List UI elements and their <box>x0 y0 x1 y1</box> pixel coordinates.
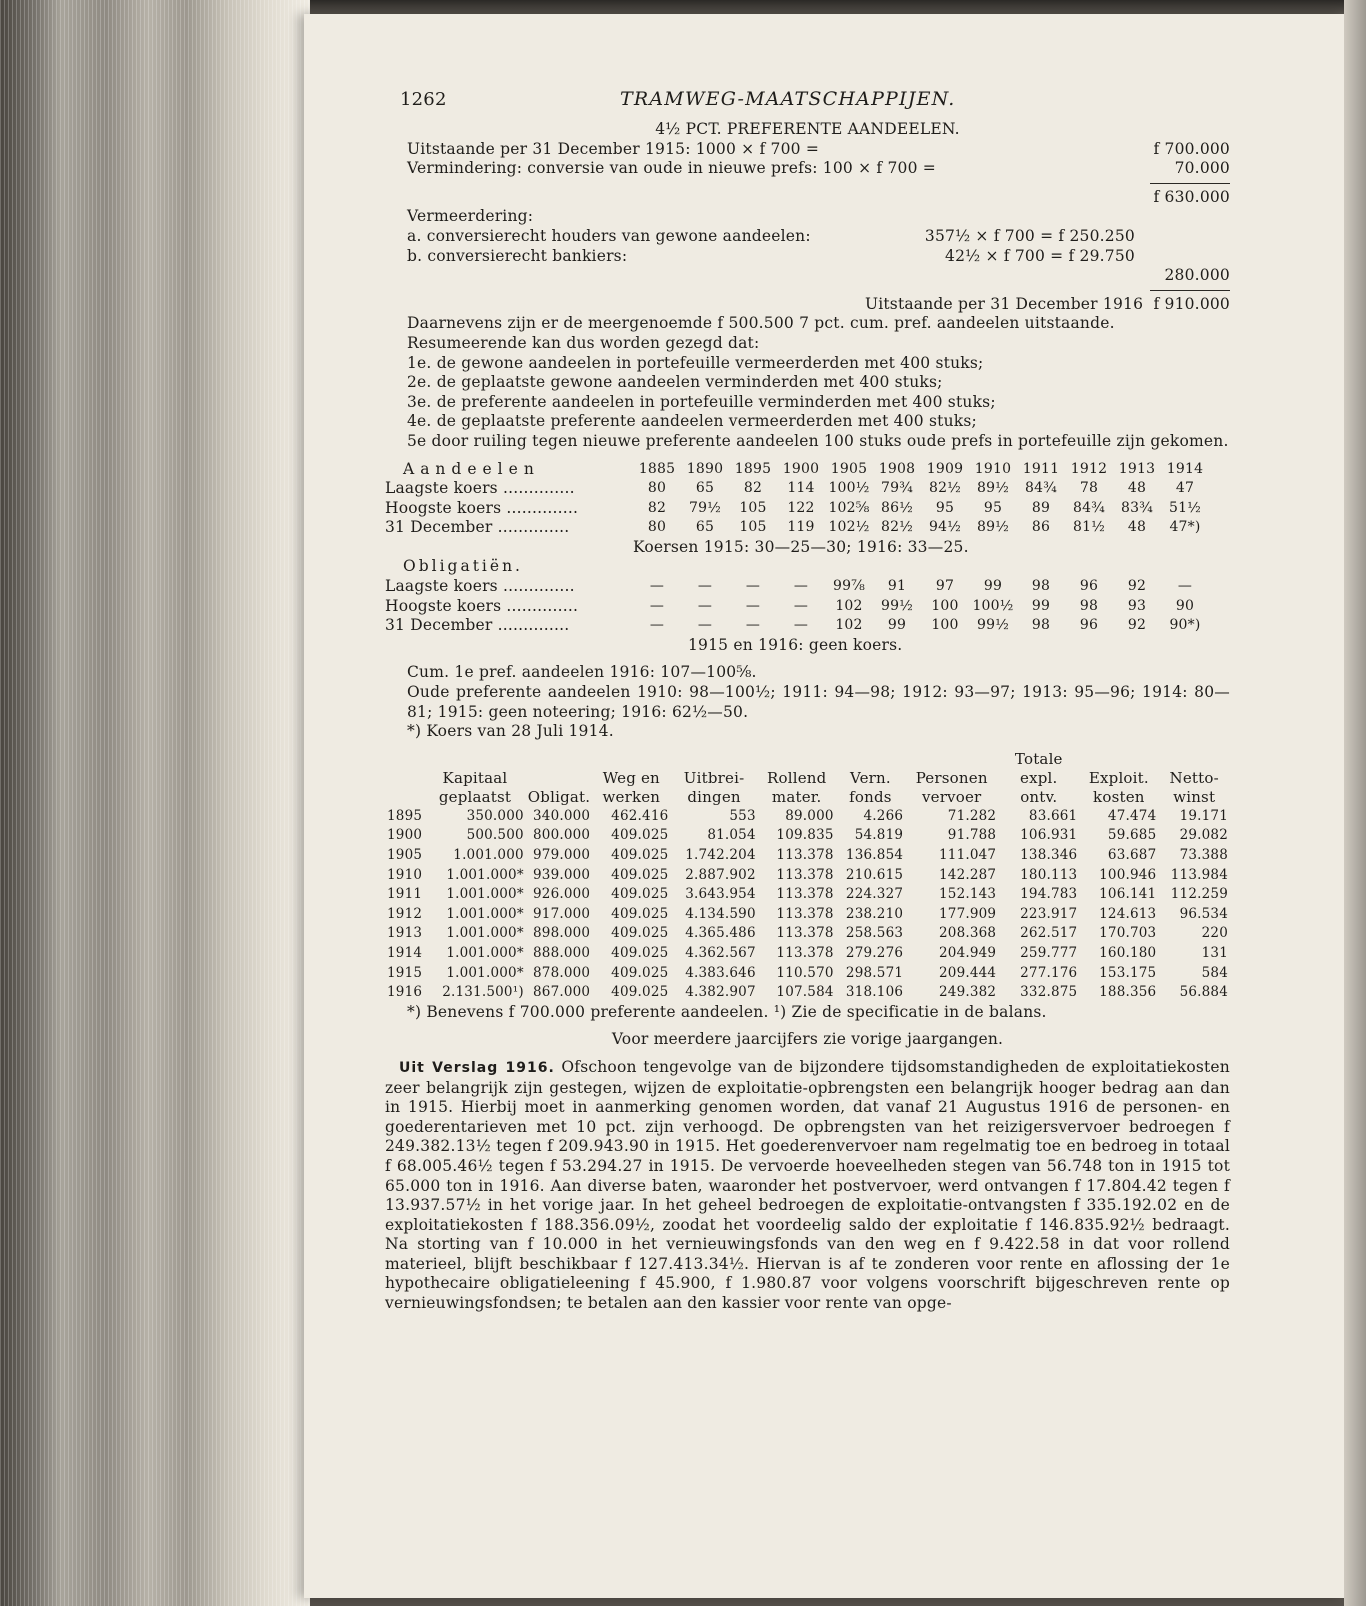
table-row: Hoogste koers .............. 82 79½ 105 122 102⅝ 86½ 95 95 89 84¾ 83¾ 51½ <box>385 498 1201 517</box>
vermeerdering-label: Vermeerdering: <box>407 207 534 226</box>
table-row: 1913 1.001.000* 898.000 409.025 4.365.486 113.378 258.563 208.368 262.517 170.703 220 <box>387 925 1228 942</box>
fin-footnote: *) Benevens f 700.000 preferente aandeelen. ¹) Zie de specificatie in de balans. <box>407 1002 1047 1021</box>
koers-table <box>385 460 1209 656</box>
table-row: 1911 1.001.000* 926.000 409.025 3.643.954 113.378 224.327 152.143 194.783 106.141 112.259 <box>387 886 1228 903</box>
table-row: 1905 1.001.000 979.000 409.025 1.742.204 113.378 136.854 111.047 138.346 63.687 73.388 <box>387 847 1228 863</box>
prefs-line-2: Vermindering: conversie van oude in nieuwe prefs: 100 × f 700 = 70.000 <box>407 159 1230 178</box>
prefs-line-b-total: 280.000 <box>1164 266 1230 285</box>
verslag-paragraph <box>385 1058 1230 1314</box>
table-row: 1915 1.001.000* 878.000 409.025 4.383.646 110.570 298.571 209.444 277.176 153.175 584 <box>387 964 1228 981</box>
table-row: 31 December .............. — — — — 102 99 100 99½ 98 96 92 90*) <box>385 616 1201 635</box>
oude-pref-line: Oude preferente aandeelen 1910: 98—100½; 1911: 94—98; 1912: 93—97; 1913: 95—96; 1914: 80—81; 1915: geen noteering; 1916: 62½—50. <box>407 683 1230 721</box>
fin-header-row: Kapitaal geplaatst Obligat. Weg en werken Uitbrei- dingen Rollend mater. Vern. fonds Personen vervoer Totale expl. ontv. Exploit. kosten Netto- winst <box>438 749 1219 806</box>
point-4: 4e. de geplaatste preferente aandeelen vermeerderden met 400 stuks; <box>407 412 977 431</box>
obligatien-title-row: Obligatiën. <box>403 557 523 576</box>
koers-footnote: *) Koers van 28 Juli 1914. <box>407 722 614 741</box>
table-row: Laagste koers .............. — — — — 99⅞ 91 97 99 98 96 92 — <box>385 577 1193 596</box>
cum-pref-line: Cum. 1e pref. aandeelen 1916: 107—100⅝. <box>407 663 757 682</box>
rule <box>385 286 1230 295</box>
section-title: 4½ PCT. PREFERENTE AANDEELEN. <box>655 120 960 138</box>
table-row: 1900 500.500 800.000 409.025 81.054 109.835 54.819 91.788 106.931 59.685 29.082 <box>387 827 1228 844</box>
page-number: 1262 <box>400 89 447 110</box>
prefs-line-1: Uitstaande per 31 December 1915: 1000 × f 700 = f 700.000 <box>407 139 1230 158</box>
meerdere-jaarcijfers: Voor meerdere jaarcijfers zie vorige jaargangen. <box>611 1030 1004 1049</box>
verslag-text: Ofschoon tengevolge van de bijzondere tijdsomstandigheden de exploitatiekosten zeer belangrijk zijn gestegen, wijzen de exploitatie-opbrengsten een belangrijk hooger bedrag aan dan in 1915. Hierbij moet in aanmerking genomen worden, dat vanaf 21 Augustus 1916 de personen- en goederentarieven met 10 pct. zijn verhoogd. De opbrengsten van het reizigersvervoer bedroegen f 249.382.13½ tegen f 209.943.90 in 1915. Het goederenvervoer nam regelmatig toe en bedroeg in totaal f 68.005.46½ tegen f 53.294.27 in 1915. De vervoerde hoeveelheden stegen van 56.748 ton in 1915 tot 65.000 ton in 1916. Aan diverse baten, waaronder het postvervoer, werd ontvangen f 17.804.42 tegen f 13.937.57½ in het vorige jaar. In het geheel bedroegen de exploitatie-ontvangsten f 335.192.02 en de exploitatiekosten f 188.356.09½, zoodat het voordeelig saldo der exploitatie f 146.835.92½ bedraagt. Na storting van f 10.000 in het vernieuwingsfonds van den weg en f 9.422.58 in dat voor rollend materieel, blijft beschikbaar f 127.413.34½. Hiervan is af te zonderen voor rente en aflossing der 1e hypothecaire obligatieleening f 45.900, f 1.980.87 voor volgens voorschrift bijgeschreven rente op vernieuwingsfondsen; te betalen aan den kassier voor rente van opge- <box>385 1057 1230 1313</box>
table-row: 1895 350.000 340.000 462.416 553 89.000 4.266 71.282 83.661 47.474 19.171 <box>387 807 1228 824</box>
prefs-line-b: b. conversierecht bankiers: 42½ × f 700 = f 29.750 <box>407 246 1135 265</box>
point-5: 5e door ruiling tegen nieuwe preferente aandeelen 100 stuks oude prefs in portefeuille zijn gekomen. <box>407 431 1229 450</box>
obligatien-note-row: 1915 en 1916: geen koers. <box>688 635 903 654</box>
book-page-edges <box>0 0 310 1606</box>
rule <box>385 179 1230 188</box>
verslag-lead: Uit Verslag 1916. <box>399 1059 555 1076</box>
page-content <box>385 84 1230 1314</box>
prefs-subtotal: f 630.000 <box>1153 187 1230 206</box>
table-row: Laagste koers .............. 80 65 82 114 100½ 79¾ 82½ 89½ 84¾ 78 48 47 <box>385 479 1195 498</box>
page-right-edge <box>1344 0 1366 1606</box>
paragraph-daarnevens: Daarnevens zijn er de meergenoemde f 500.500 7 pct. cum. pref. aandeelen uitstaande. <box>407 314 1115 333</box>
point-1: 1e. de gewone aandeelen in portefeuille vermeerderden met 400 stuks; <box>407 353 984 372</box>
financial-table <box>385 750 1230 1003</box>
point-3: 3e. de preferente aandeelen in portefeuille verminderden met 400 stuks; <box>407 392 996 411</box>
prefs-line-a: a. conversierecht houders van gewone aandeelen: 357½ × f 700 = f 250.250 <box>407 226 1135 245</box>
koers-header-row: Aandeelen 1885 1890 1895 1900 1905 1908 1909 1910 1911 1912 1913 1914 <box>385 460 1209 480</box>
table-row: Hoogste koers .............. — — — — 102 99½ 100 100½ 99 98 93 90 <box>385 596 1195 615</box>
point-2: 2e. de geplaatste gewone aandeelen verminderden met 400 stuks; <box>407 373 943 392</box>
table-row: 1914 1.001.000* 888.000 409.025 4.362.567 113.378 279.276 204.949 259.777 160.180 131 <box>387 944 1228 961</box>
page-header <box>385 84 1230 120</box>
table-row: 1916 2.131.500¹) 867.000 409.025 4.382.907 107.584 318.106 249.382 332.875 188.356 56.884 <box>387 984 1228 1001</box>
running-title: TRAMWEG-MAATSCHAPPIJEN. <box>620 88 956 110</box>
table-row: 1910 1.001.000* 939.000 409.025 2.887.902 113.378 210.615 142.287 180.113 100.946 113.984 <box>387 866 1228 883</box>
aandeelen-title: Aandeelen <box>403 459 540 478</box>
aandeelen-note-row: Koersen 1915: 30—25—30; 1916: 33—25. <box>633 537 969 556</box>
prefs-final: Uitstaande per 31 December 1916 f 910.000 <box>864 294 1230 313</box>
paragraph-resumeerende: Resumeerende kan dus worden gezegd dat: <box>407 333 760 352</box>
table-row: 1912 1.001.000* 917.000 409.025 4.134.590 113.378 238.210 177.909 223.917 124.613 96.534 <box>387 905 1228 922</box>
table-row: 31 December .............. 80 65 105 119 102½ 82½ 94½ 89½ 86 81½ 48 47*) <box>385 518 1201 537</box>
